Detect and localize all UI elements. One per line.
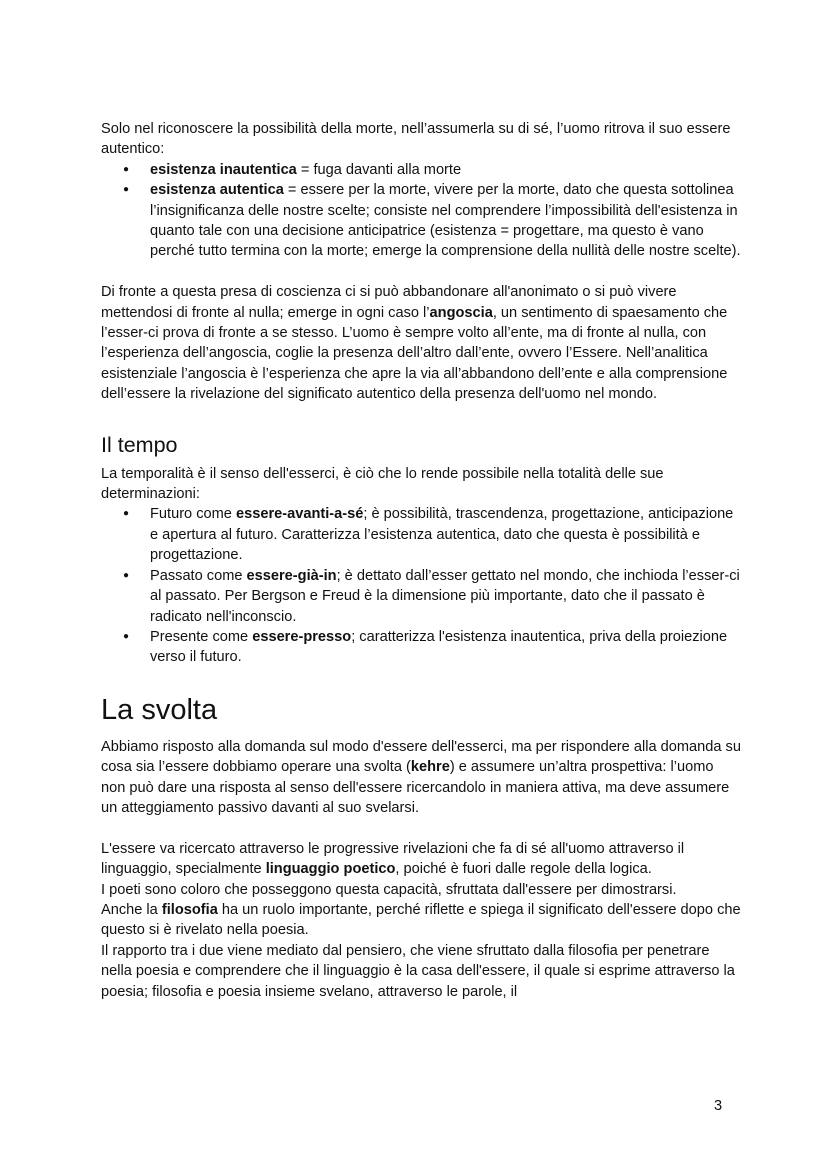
svolta-paragraph-1: [101, 737, 741, 819]
paragraph-text: L'essere va ricercato attraverso le progressive rivelazioni che fa di sé all'uomo attraverso il linguaggio, specialmente: [101, 840, 685, 878]
paragraph-text: ha un ruolo importante, perché riflette e spiega il significato dell'essere dopo che questo si è rivelato nella poesia.: [101, 901, 741, 939]
paragraph-text: Di fronte a questa presa di coscienza ci si può abbandonare all'anonimato o si può vivere mettendosi di fronte al nulla; emerge in ogni caso l’: [101, 284, 677, 321]
paragraph-text: Anche la: [101, 901, 162, 918]
item-text: Passato come: [150, 567, 247, 584]
item-text: ; è possibilità, trascendenza, progettazione, anticipazione e apertura al futuro. Caratterizza l’esistenza autentica, dato che questa è possibilità e progettazione.: [150, 506, 734, 564]
term-bold: essere-avanti-a-sé: [235, 506, 364, 523]
item-text: Futuro come: [150, 506, 236, 523]
list-item: [150, 180, 741, 262]
svolta-paragraph-4: [101, 900, 741, 941]
paragraph-text: ) e assumere un’altra prospettiva: l’uomo non può dare una risposta al senso dell'essere ricercandolo in maniera attiva, ma deve assumere un atteggiamento passivo davanti al suo svelarsi.: [101, 759, 730, 816]
item-text: = essere per la morte, vivere per la morte, dato che questa sottolinea l’insignificanza delle nostre scelte; consiste nel comprendere l’impossibilità dell'esistenza in quanto tale con una decisione anticipatrice (esistenza = progettare, ma questo è vano perché tutto termina con la morte; emerge la comprensione della nullità delle nostre scelte).: [150, 182, 741, 260]
paragraph-text: , un sentimento di spaesamento che l’esser-ci prova di fronte a se stesso. L’uomo è sempre volto all’ente, ma di fronte al nulla, con l’esperienza dell’angoscia, coglie la presenza dell’altro dall’ente, ovvero l’Essere. Nell’analitica esistenziale l’angoscia è l’esperienza che apre la via all’abbandono dell’ente e alla comprensione dell’essere la rivelazione del significato autentico della presenza dell'uomo nel mondo.: [101, 304, 728, 403]
angoscia-paragraph: [101, 282, 741, 404]
tempo-intro: La temporalità è il senso dell'esserci, è ciò che lo rende possibile nella totalità delle sue determinazioni:: [101, 465, 664, 503]
term-bold: angoscia: [429, 304, 493, 321]
paragraph-text: , poiché è fuori dalle regole della logica.: [395, 861, 652, 878]
list-item: [150, 627, 741, 668]
term-bold: esistenza autentica: [150, 182, 284, 199]
svolta-paragraph-2: [101, 839, 741, 880]
paragraph-text: Abbiamo risposto alla domanda sul modo d'essere dell'esserci, ma per rispondere alla domanda su cosa sia l’essere dobbiamo operare una svolta (: [101, 738, 741, 776]
item-text: ; caratterizza l'esistenza inautentica, priva della proiezione verso il futuro.: [150, 628, 728, 666]
term-bold: filosofia: [161, 901, 218, 918]
term-bold: essere-già-in: [246, 567, 337, 584]
time-list: [101, 504, 741, 667]
term-bold: esistenza inautentica: [150, 161, 297, 178]
page-content: [101, 119, 741, 1002]
item-text: Presente come: [150, 628, 253, 645]
page-number: 3: [714, 1098, 723, 1114]
svolta-paragraph-5: Il rapporto tra i due viene mediato dal pensiero, che viene sfruttato dalla filosofia per penetrare nella poesia e comprendere che il linguaggio è la casa dell'essere, il quale si esprime attraverso la poesia; filosofia e poesia insieme svelano, attraverso le parole, il: [101, 942, 735, 1000]
list-item: [150, 160, 741, 180]
item-text: ; è dettato dall’esser gettato nel mondo, che inchioda l’esser-ci al passato. Per Bergson e Freud è la dimensione più importante, dato che il passato è radicato nell'inconscio.: [150, 567, 740, 625]
section-heading-svolta: La svolta: [101, 693, 218, 726]
svolta-paragraph-3: I poeti sono coloro che posseggono questa capacità, sfruttata dall'essere per dimostrarsi.: [101, 881, 677, 898]
intro-paragraph: Solo nel riconoscere la possibilità della morte, nell’assumerla su di sé, l’uomo ritrova il suo essere autentico:: [101, 121, 731, 158]
existence-list: [101, 160, 741, 262]
list-item: [150, 566, 741, 627]
term-bold: linguaggio poetico: [265, 861, 396, 878]
term-bold: essere-presso: [252, 628, 352, 645]
section-heading-tempo: Il tempo: [101, 432, 178, 457]
list-item: [150, 504, 741, 565]
item-text: = fuga davanti alla morte: [296, 161, 462, 178]
term-bold: kehre: [410, 759, 450, 776]
